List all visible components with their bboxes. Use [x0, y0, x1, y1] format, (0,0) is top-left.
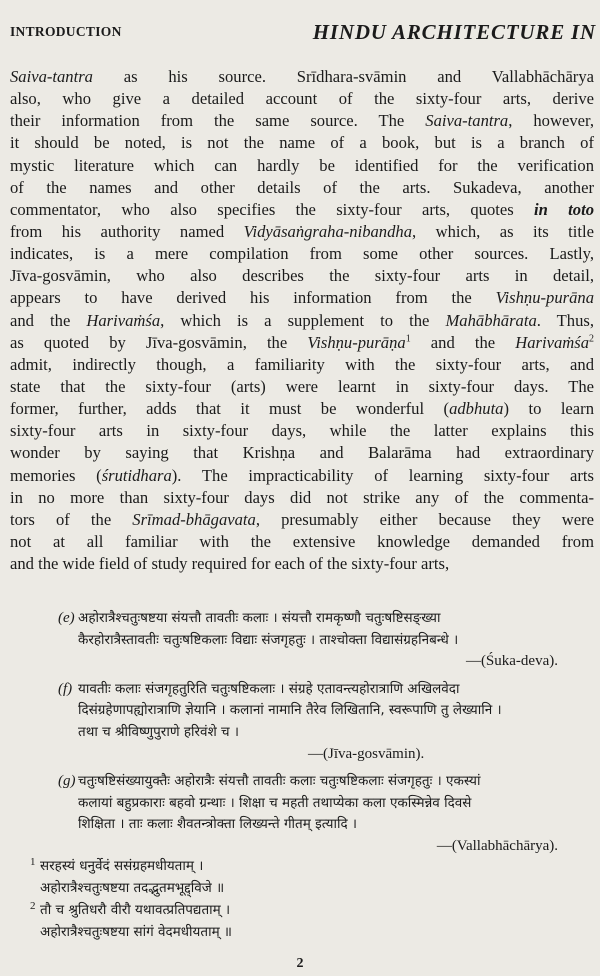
note-line: दिसंग्रहेणापह्योरात्राणि ज्ञेयानि । कलानां नामानि तैरेव लिखितानि, स्वरूपाणि तु लेख्यानि ।	[78, 702, 502, 719]
footnote-number: 1	[30, 856, 36, 868]
section-title: INTRODUCTION	[10, 24, 122, 39]
note-item	[60, 608, 586, 673]
body-line: state that the sixty-four (arts) were learnt in sixty-four days. The	[10, 376, 594, 396]
body-line: Jīva-gosvāmin, who also describes the sixty-four arts in detail,	[10, 266, 594, 286]
body-line: wonder by saying that Krishṇa and Balarāma had extraordinary	[10, 443, 594, 463]
body-line: from his authority named Vidyāsaṅgraha-nibandha, which, as its title	[10, 221, 594, 241]
body-line: sixty-four arts in sixty-four days, while the latter explains this	[10, 421, 594, 441]
running-header	[10, 20, 596, 46]
note-attribution: —(Śuka-deva).	[465, 653, 558, 670]
page-number: 2	[296, 956, 304, 971]
footnote-line: अहोरात्रैश्चतुःषष्टया तदद्भुतमभूद्द्विजे ॥	[40, 880, 225, 896]
footnote-item	[30, 855, 580, 899]
body-line: former, further, adds that it must be wonderful (adbhuta) to learn	[10, 399, 594, 419]
note-tag: (e)	[58, 610, 75, 626]
body-line: their information from the same source. The Saiva-tantra, however,	[10, 111, 594, 131]
note-line: चतुःषष्टिसंख्यायुक्तैः अहोरात्रैः संयत्तौ तावतीः कलाः चतुःषष्टिकलाः संजगृहतुः । एकस्यां	[78, 773, 481, 790]
note-item	[60, 679, 586, 765]
note-line: यावतीः कलाः संजगृहतुरिति चतुःषष्टिकलाः । संग्रहे एतावन्त्यहोरात्राणि अखिलवेदा	[78, 680, 460, 697]
body-line: not at all familiar with the extensive knowledge demanded from	[10, 531, 594, 551]
body-line: admit, indirectly though, a familiarity with the sixty-four arts, and	[10, 354, 594, 374]
book-title: HINDU ARCHITECTURE IN	[312, 20, 596, 44]
note-line: अहोरात्रैश्चतुःषष्टया संयत्तौ तावतीः कलाः । संयत्तौ रामकृष्णौ चतुःषष्टिसङ्ख्या	[78, 610, 441, 626]
body-line: tors of the Srīmad-bhāgavata, presumably either because they were	[10, 509, 594, 529]
note-tag: (f)	[58, 680, 73, 697]
footnote-line: तौ च श्रुतिधरौ वीरौ यथावत्प्रतिपद्यताम् ।	[40, 902, 231, 918]
sanskrit-notes	[60, 608, 586, 864]
note-line: कलायां बहुप्रकाराः बहवो ग्रन्थाः । शिक्षा च महती तथाप्येका कला एकस्मिन्नेव दिवसे	[78, 794, 472, 811]
note-line: तथा च श्रीविष्णुपुराणे हरिवंशे च ।	[78, 723, 240, 740]
body-line: indicates, is a mere compilation from some other sources. Lastly,	[10, 244, 594, 264]
main-paragraph	[10, 66, 594, 575]
footnote-number: 2	[30, 900, 36, 912]
note-line: कैरहोरात्रैस्तावतीः चतुःषष्टिकलाः विद्याः संजगृहतुः । ताश्चोक्ता विद्यासंग्रहनिबन्धे ।	[78, 631, 459, 648]
body-line: in no more than sixty-four days did not strike any of the commenta-	[10, 487, 594, 507]
body-line: mystic literature which can hardly be identified for the verification	[10, 155, 594, 175]
body-line: also, who give a detailed account of the sixty-four arts, derive	[10, 89, 594, 109]
note-item	[60, 771, 586, 857]
note-attribution: —(Jīva-gosvāmin).	[308, 745, 425, 762]
body-line: appears to have derived his information from the Vishṇu-purāna	[10, 288, 594, 308]
note-tag: (g)	[58, 773, 76, 790]
body-line: and the wide field of study required for each of the sixty-four arts,	[10, 554, 450, 574]
note-attribution: —(Vallabhāchārya).	[436, 837, 558, 854]
note-line: शिक्षिता । ताः कलाः शैवतन्त्रोक्ता लिख्यन्ते गीतम् इत्यादि ।	[78, 816, 358, 833]
footnote-item	[30, 899, 580, 943]
body-line: memories (śrutidhara). The impracticability of learning sixty-four arts	[10, 465, 594, 485]
body-line: and the Harivaṁśa, which is a supplement to the Mahābhārata. Thus,	[10, 310, 595, 330]
body-line: Saiva-tantra as his source. Srīdhara-svāmin and Vallabhāchārya	[10, 67, 594, 86]
body-line: commentator, who also specifies the sixty-four arts, quotes in toto	[10, 199, 594, 219]
body-line: it should be noted, is not the name of a book, but is a branch of	[10, 133, 594, 153]
body-line: of the names and other details of the arts. Sukadeva, another	[10, 177, 594, 197]
body-line: as quoted by Jīva-gosvāmin, the Vishṇu-purāṇa$^1$ and the Harivaṁśa$^2$	[10, 332, 594, 352]
footnote-line: अहोरात्रैश्चतुःषष्टया सांगं वेदमधीयताम् ॥	[40, 924, 233, 940]
footnote-line: सरहस्यं धनुर्वेदं ससंग्रहमधीयताम् ।	[40, 858, 204, 874]
footnotes	[30, 855, 580, 943]
